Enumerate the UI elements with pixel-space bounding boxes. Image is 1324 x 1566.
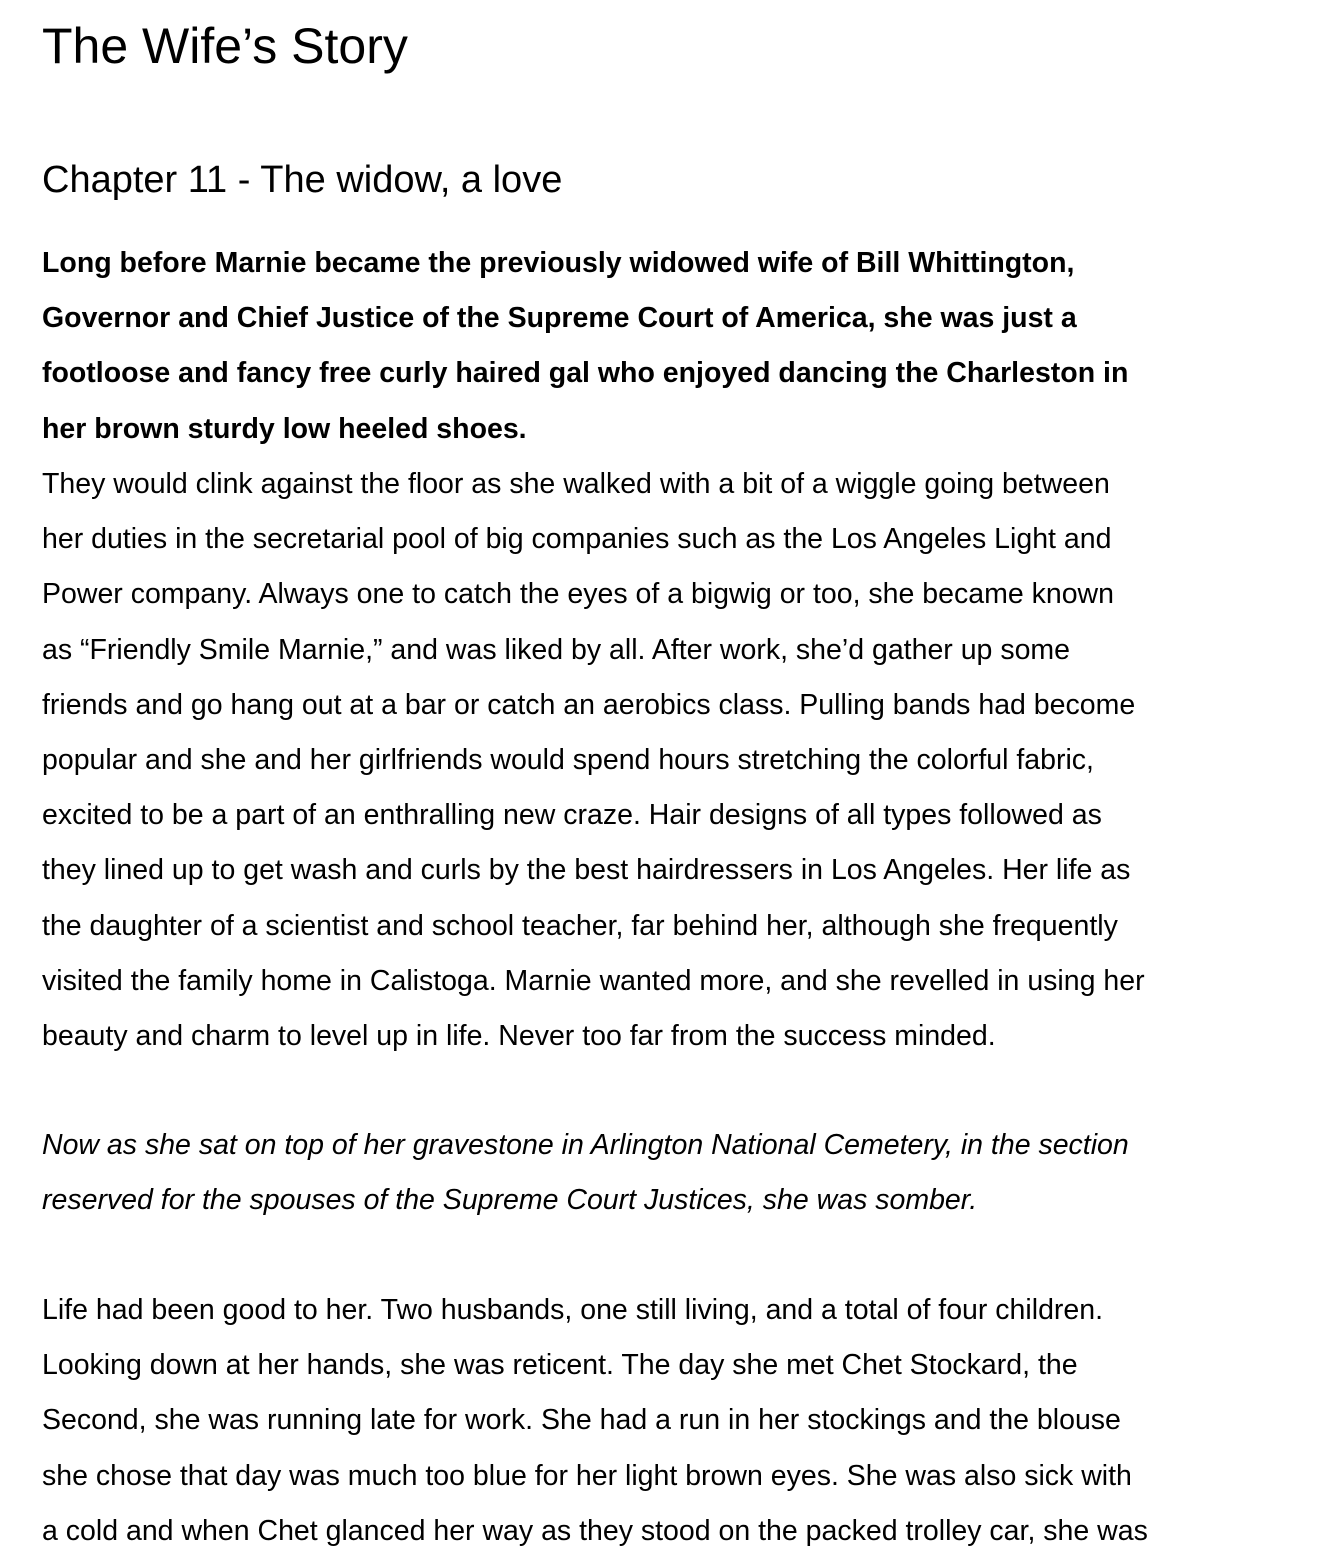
text-line: friends and go hang out at a bar or catch an aerobics class. Pulling bands had become — [42, 688, 1136, 721]
text-line: the daughter of a scientist and school teacher, far behind her, although she frequently — [42, 909, 1118, 942]
text-line: They would clink against the floor as she walked with a bit of a wiggle going between — [42, 468, 1110, 500]
body-paragraph-2 — [42, 1283, 1148, 1559]
text-line: as “Friendly Smile Marnie,” and was liked by all. After work, she’d gather up some — [42, 633, 1071, 666]
text-line: visited the family home in Calistoga. Marnie wanted more, and she revelled in using her — [42, 964, 1145, 997]
text-line: her brown sturdy low heeled shoes. — [42, 412, 527, 445]
text-line: Second, she was running late for work. She had a run in her stockings and the blouse — [42, 1404, 1121, 1437]
text-line: popular and she and her girlfriends would spend hours stretching the colorful fabric, — [42, 744, 1094, 777]
text-line: Governor and Chief Justice of the Supreme Court of America, she was just a — [42, 302, 1077, 335]
text-line: beauty and charm to level up in life. Never too far from the success minded. — [42, 1020, 996, 1053]
text-line: a cold and when Chet glanced her way as they stood on the packed trolley car, she was — [42, 1514, 1148, 1547]
document-title: The Wife’s Story — [42, 18, 408, 74]
text-line: Life had been good to her. Two husbands, one still living, and a total of four children. — [42, 1294, 1104, 1326]
text-line: Power company. Always one to catch the eyes of a bigwig or too, she became known — [42, 578, 1114, 611]
text-line: Looking down at her hands, she was reticent. The day she met Chet Stockard, the — [42, 1349, 1078, 1382]
text-line: Long before Marnie became the previously widowed wife of Bill Whittington, — [42, 247, 1075, 279]
text-line: footloose and fancy free curly haired gal who enjoyed dancing the Charleston in — [42, 357, 1129, 390]
chapter-heading: Chapter 11 - The widow, a love — [42, 159, 563, 201]
bold-intro-paragraph — [42, 236, 1128, 457]
body-paragraph-1 — [42, 457, 1145, 1064]
text-line: reserved for the spouses of the Supreme Court Justices, she was somber. — [42, 1184, 978, 1217]
text-line: she chose that day was much too blue for her light brown eyes. She was also sick with — [42, 1459, 1132, 1492]
text-line: excited to be a part of an enthralling new craze. Hair designs of all types followed as — [42, 799, 1102, 832]
text-line: Now as she sat on top of her gravestone in Arlington National Cemetery, in the section — [42, 1129, 1129, 1161]
text-line: her duties in the secretarial pool of big companies such as the Los Angeles Light and — [42, 523, 1112, 556]
italic-paragraph — [42, 1118, 1129, 1228]
text-line: they lined up to get wash and curls by the best hairdressers in Los Angeles. Her life as — [42, 854, 1131, 887]
